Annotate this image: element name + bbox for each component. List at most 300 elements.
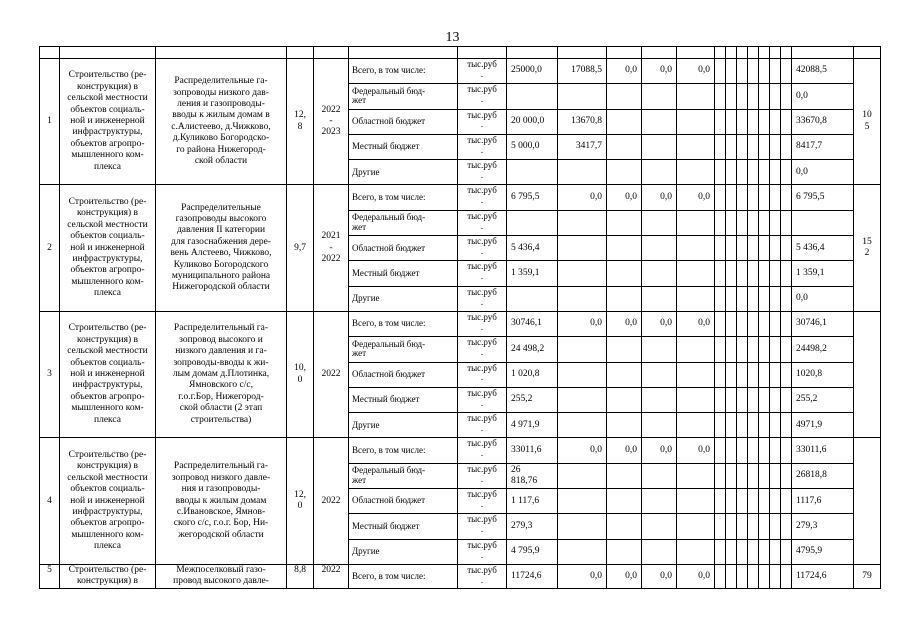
- total-cell: 4971,9: [792, 413, 854, 438]
- empty-cell: [748, 59, 759, 84]
- unit-label: тыс.руб .: [458, 134, 507, 159]
- value-cell: 0,0: [642, 185, 677, 210]
- total-cell: 8417,7: [792, 134, 854, 159]
- empty-cell: [715, 463, 726, 488]
- value-cell: [642, 160, 677, 185]
- value-cell: [677, 236, 715, 261]
- total-cell: 26818,8: [792, 463, 854, 488]
- empty-cell: [759, 564, 770, 588]
- unit-label: тыс.руб .: [458, 514, 507, 539]
- table-row: [40, 185, 881, 210]
- value-cell: [642, 134, 677, 159]
- score-cell: [854, 311, 881, 437]
- empty-cell: [715, 564, 726, 588]
- empty-cell: [781, 387, 792, 412]
- value-cell: [558, 514, 607, 539]
- value-cell: [642, 337, 677, 362]
- value-cell: [607, 362, 642, 387]
- value-cell: [642, 236, 677, 261]
- empty-cell: [770, 438, 781, 463]
- value-cell: [607, 337, 642, 362]
- total-cell: 1020,8: [792, 362, 854, 387]
- empty-cell: [759, 210, 770, 235]
- empty-cell: [748, 539, 759, 564]
- value-cell: [558, 261, 607, 286]
- funding-source: Другие: [349, 539, 458, 564]
- value-cell: 279,3: [507, 514, 558, 539]
- row-number: 4: [40, 438, 60, 564]
- empty-cell: [726, 134, 737, 159]
- empty-cell: [781, 59, 792, 84]
- empty-cell: [726, 311, 737, 336]
- value-cell: [558, 286, 607, 311]
- empty-cell: [770, 210, 781, 235]
- value-cell: [607, 539, 642, 564]
- value-cell: 3417,7: [558, 134, 607, 159]
- funding-source: Федеральный бюд- жет: [349, 84, 458, 109]
- empty-cell: [748, 413, 759, 438]
- empty-cell: [759, 413, 770, 438]
- empty-cell: [770, 160, 781, 185]
- header-cell: [287, 47, 314, 59]
- object-name: Распределительный га- зопровод низкого давле- ния и газопроводы- вводы к жилым домам с.Ивановское, Ямнов- ского с/с, г.о.г. Бор, Ни- жегородской области: [156, 438, 287, 564]
- object-length: 12, 0: [287, 438, 314, 564]
- funding-source: Всего, в том числе:: [349, 438, 458, 463]
- empty-cell: [770, 134, 781, 159]
- object-type: Строительство (ре- конструкция) в сельской местности объектов социаль- ной и инженерной инфраструктуры, объектов агропро- мышленного ком- плекса: [60, 311, 156, 437]
- object-name: Распределительные газопроводы высокого давления II категории для газоснабжения дере- вень Алстеево, Чижково, Куликово Богородского муниципального района Нижегородской области: [156, 185, 287, 311]
- empty-cell: [737, 185, 748, 210]
- empty-cell: [759, 236, 770, 261]
- empty-cell: [715, 109, 726, 134]
- unit-label: тыс.руб .: [458, 413, 507, 438]
- empty-cell: [759, 134, 770, 159]
- table-row: [40, 59, 881, 84]
- value-cell: [677, 514, 715, 539]
- funding-source: Местный бюджет: [349, 387, 458, 412]
- funding-source: Областной бюджет: [349, 489, 458, 514]
- funding-source: Всего, в том числе:: [349, 59, 458, 84]
- empty-cell: [748, 337, 759, 362]
- empty-cell: [748, 261, 759, 286]
- empty-cell: [748, 109, 759, 134]
- total-cell: 255,2: [792, 387, 854, 412]
- empty-cell: [748, 134, 759, 159]
- header-cell: [507, 47, 558, 59]
- empty-cell: [781, 337, 792, 362]
- empty-cell: [770, 539, 781, 564]
- object-type: Строительство (ре- конструкция) в сельской местности объектов социаль- ной и инженерной инфраструктуры, объектов агропро- мышленного ком- плекса: [60, 185, 156, 311]
- empty-cell: [737, 564, 748, 588]
- empty-cell: [748, 387, 759, 412]
- funding-source: Федеральный бюд- жет: [349, 337, 458, 362]
- value-cell: [558, 539, 607, 564]
- value-cell: 0,0: [607, 311, 642, 336]
- empty-cell: [715, 210, 726, 235]
- empty-cell: [770, 387, 781, 412]
- value-cell: [677, 210, 715, 235]
- empty-cell: [759, 463, 770, 488]
- empty-cell: [726, 362, 737, 387]
- value-cell: 0,0: [677, 59, 715, 84]
- header-cell: [642, 47, 677, 59]
- value-cell: [642, 539, 677, 564]
- header-cell: [607, 47, 642, 59]
- unit-label: тыс.руб .: [458, 362, 507, 387]
- empty-cell: [781, 564, 792, 588]
- empty-cell: [748, 311, 759, 336]
- empty-cell: [759, 489, 770, 514]
- object-length: 9,7: [287, 185, 314, 311]
- object-years: 2022: [314, 311, 349, 437]
- object-years: 2022 - 2023: [314, 59, 349, 185]
- value-cell: [677, 109, 715, 134]
- empty-cell: [737, 362, 748, 387]
- empty-cell: [715, 489, 726, 514]
- value-cell: [642, 463, 677, 488]
- value-cell: [677, 134, 715, 159]
- total-cell: 0,0: [792, 160, 854, 185]
- empty-cell: [737, 286, 748, 311]
- empty-cell: [715, 134, 726, 159]
- funding-source: Местный бюджет: [349, 134, 458, 159]
- score-cell: 79: [854, 564, 881, 588]
- object-type: Строительство (ре- конструкция) в сельской местности объектов социаль- ной и инженерной инфраструктуры, объектов агропро- мышленного ком- плекса: [60, 438, 156, 564]
- value-cell: [677, 539, 715, 564]
- header-cell: [737, 47, 748, 59]
- empty-cell: [759, 539, 770, 564]
- empty-cell: [715, 514, 726, 539]
- value-cell: 17088,5: [558, 59, 607, 84]
- value-cell: [642, 489, 677, 514]
- header-cell: [715, 47, 726, 59]
- empty-cell: [748, 438, 759, 463]
- empty-cell: [770, 463, 781, 488]
- empty-cell: [759, 286, 770, 311]
- row-number: 5: [40, 564, 60, 588]
- empty-cell: [726, 514, 737, 539]
- empty-cell: [748, 514, 759, 539]
- empty-cell: [781, 185, 792, 210]
- empty-cell: [737, 261, 748, 286]
- total-cell: 1117,6: [792, 489, 854, 514]
- empty-cell: [781, 109, 792, 134]
- value-cell: [607, 109, 642, 134]
- empty-cell: [770, 337, 781, 362]
- empty-cell: [715, 387, 726, 412]
- value-cell: 1 117,6: [507, 489, 558, 514]
- value-cell: 5 000,0: [507, 134, 558, 159]
- header-cell: [40, 47, 60, 59]
- value-cell: 0,0: [677, 564, 715, 588]
- empty-cell: [759, 160, 770, 185]
- value-cell: 4 795,9: [507, 539, 558, 564]
- empty-cell: [770, 286, 781, 311]
- empty-cell: [781, 160, 792, 185]
- value-cell: [642, 210, 677, 235]
- empty-cell: [737, 59, 748, 84]
- financing-table: [39, 46, 881, 589]
- object-type: Строительство (ре- конструкция) в: [60, 564, 156, 588]
- row-number: 1: [40, 59, 60, 185]
- total-cell: 42088,5: [792, 59, 854, 84]
- empty-cell: [781, 463, 792, 488]
- funding-source: Областной бюджет: [349, 236, 458, 261]
- object-years: 2021 - 2022: [314, 185, 349, 311]
- unit-label: тыс.руб .: [458, 311, 507, 336]
- value-cell: [607, 134, 642, 159]
- value-cell: 0,0: [558, 185, 607, 210]
- empty-cell: [770, 59, 781, 84]
- value-cell: 0,0: [677, 311, 715, 336]
- total-cell: 5 436,4: [792, 236, 854, 261]
- empty-cell: [726, 210, 737, 235]
- unit-label: тыс.руб .: [458, 387, 507, 412]
- value-cell: [607, 261, 642, 286]
- value-cell: 1 359,1: [507, 261, 558, 286]
- empty-cell: [737, 236, 748, 261]
- unit-label: тыс.руб .: [458, 463, 507, 488]
- funding-source: Областной бюджет: [349, 362, 458, 387]
- empty-cell: [770, 311, 781, 336]
- empty-cell: [748, 160, 759, 185]
- value-cell: [558, 387, 607, 412]
- unit-label: тыс.руб .: [458, 337, 507, 362]
- unit-label: тыс.руб .: [458, 286, 507, 311]
- empty-cell: [748, 489, 759, 514]
- empty-cell: [759, 337, 770, 362]
- unit-label: тыс.руб .: [458, 160, 507, 185]
- empty-cell: [748, 236, 759, 261]
- object-years: 2022: [314, 564, 349, 588]
- header-cell: [726, 47, 737, 59]
- value-cell: 6 795,5: [507, 185, 558, 210]
- empty-cell: [715, 236, 726, 261]
- value-cell: [677, 337, 715, 362]
- empty-cell: [737, 84, 748, 109]
- empty-cell: [781, 311, 792, 336]
- empty-cell: [726, 539, 737, 564]
- empty-cell: [770, 489, 781, 514]
- funding-source: Другие: [349, 286, 458, 311]
- empty-cell: [726, 185, 737, 210]
- value-cell: [558, 413, 607, 438]
- unit-label: тыс.руб .: [458, 109, 507, 134]
- value-cell: 0,0: [607, 185, 642, 210]
- value-cell: [607, 286, 642, 311]
- empty-cell: [759, 84, 770, 109]
- funding-source: Областной бюджет: [349, 109, 458, 134]
- empty-cell: [748, 463, 759, 488]
- value-cell: [507, 286, 558, 311]
- empty-cell: [715, 160, 726, 185]
- value-cell: [677, 261, 715, 286]
- unit-label: тыс.руб .: [458, 236, 507, 261]
- empty-cell: [726, 413, 737, 438]
- total-cell: 11724,6: [792, 564, 854, 588]
- value-cell: [607, 514, 642, 539]
- value-cell: [677, 84, 715, 109]
- empty-cell: [770, 362, 781, 387]
- empty-cell: [726, 564, 737, 588]
- total-cell: 30746,1: [792, 311, 854, 336]
- value-cell: 4 971,9: [507, 413, 558, 438]
- unit-label: тыс.руб .: [458, 59, 507, 84]
- empty-cell: [726, 160, 737, 185]
- empty-cell: [726, 489, 737, 514]
- value-cell: [607, 84, 642, 109]
- empty-cell: [770, 514, 781, 539]
- value-cell: [677, 387, 715, 412]
- total-cell: 33011,6: [792, 438, 854, 463]
- object-name: Распределительные га- зопроводы низкого дав- ления и газопроводы- вводы к жилым домам в с.Алистеево, д.Чижково, д.Куликово Богородско- го района Нижегород- ской области: [156, 59, 287, 185]
- value-cell: 0,0: [558, 311, 607, 336]
- total-cell: 33670,8: [792, 109, 854, 134]
- value-cell: [558, 337, 607, 362]
- empty-cell: [726, 438, 737, 463]
- header-cell: [314, 47, 349, 59]
- funding-source: Всего, в том числе:: [349, 311, 458, 336]
- empty-cell: [726, 109, 737, 134]
- value-cell: 24 498,2: [507, 337, 558, 362]
- empty-cell: [759, 362, 770, 387]
- value-cell: 255,2: [507, 387, 558, 412]
- value-cell: [642, 109, 677, 134]
- empty-cell: [715, 438, 726, 463]
- total-cell: 0,0: [792, 84, 854, 109]
- funding-source: Федеральный бюд- жет: [349, 210, 458, 235]
- total-cell: 279,3: [792, 514, 854, 539]
- empty-cell: [759, 387, 770, 412]
- empty-cell: [715, 311, 726, 336]
- header-row: [40, 47, 881, 59]
- empty-cell: [781, 236, 792, 261]
- value-cell: [507, 160, 558, 185]
- value-cell: [507, 84, 558, 109]
- empty-cell: [759, 185, 770, 210]
- value-cell: 0,0: [642, 311, 677, 336]
- total-cell: 1 359,1: [792, 261, 854, 286]
- empty-cell: [748, 564, 759, 588]
- value-cell: [642, 286, 677, 311]
- empty-cell: [715, 539, 726, 564]
- empty-cell: [737, 134, 748, 159]
- empty-cell: [770, 236, 781, 261]
- value-cell: 0,0: [677, 185, 715, 210]
- total-cell: 4795,9: [792, 539, 854, 564]
- value-cell: [607, 489, 642, 514]
- empty-cell: [770, 185, 781, 210]
- empty-cell: [781, 286, 792, 311]
- value-cell: 0,0: [642, 438, 677, 463]
- empty-cell: [770, 261, 781, 286]
- total-cell: 24498,2: [792, 337, 854, 362]
- value-cell: [607, 210, 642, 235]
- funding-source: Другие: [349, 413, 458, 438]
- unit-label: тыс.руб .: [458, 564, 507, 588]
- total-cell: [792, 210, 854, 235]
- row-number: 3: [40, 311, 60, 437]
- unit-label: тыс.руб .: [458, 84, 507, 109]
- header-cell: [748, 47, 759, 59]
- value-cell: 1 020,8: [507, 362, 558, 387]
- empty-cell: [737, 337, 748, 362]
- empty-cell: [726, 84, 737, 109]
- value-cell: [607, 160, 642, 185]
- value-cell: 0,0: [642, 59, 677, 84]
- empty-cell: [726, 59, 737, 84]
- value-cell: [677, 463, 715, 488]
- unit-label: тыс.руб .: [458, 489, 507, 514]
- value-cell: [558, 362, 607, 387]
- empty-cell: [737, 109, 748, 134]
- empty-cell: [737, 311, 748, 336]
- funding-source: Местный бюджет: [349, 514, 458, 539]
- empty-cell: [748, 362, 759, 387]
- empty-cell: [737, 413, 748, 438]
- funding-source: Всего, в том числе:: [349, 564, 458, 588]
- empty-cell: [737, 387, 748, 412]
- unit-label: тыс.руб .: [458, 185, 507, 210]
- funding-source: Федеральный бюд- жет: [349, 463, 458, 488]
- value-cell: 5 436,4: [507, 236, 558, 261]
- value-cell: 11724,6: [507, 564, 558, 588]
- value-cell: [677, 413, 715, 438]
- value-cell: 0,0: [607, 564, 642, 588]
- value-cell: 20 000,0: [507, 109, 558, 134]
- header-cell: [349, 47, 458, 59]
- object-length: 8,8: [287, 564, 314, 588]
- object-type: Строительство (ре- конструкция) в сельской местности объектов социаль- ной и инженерной инфраструктуры, объектов агропро- мышленного ком- плекса: [60, 59, 156, 185]
- empty-cell: [737, 539, 748, 564]
- unit-label: тыс.руб .: [458, 210, 507, 235]
- financing-table-container: [39, 46, 881, 589]
- table-row: [40, 438, 881, 463]
- header-cell: [558, 47, 607, 59]
- score-cell: 15 2: [854, 185, 881, 311]
- value-cell: [677, 362, 715, 387]
- value-cell: 0,0: [558, 438, 607, 463]
- value-cell: [642, 514, 677, 539]
- value-cell: 26 818,76: [507, 463, 558, 488]
- header-cell: [770, 47, 781, 59]
- empty-cell: [748, 185, 759, 210]
- value-cell: [558, 84, 607, 109]
- value-cell: 0,0: [642, 564, 677, 588]
- score-cell: 10 5: [854, 59, 881, 185]
- empty-cell: [781, 438, 792, 463]
- value-cell: 13670,8: [558, 109, 607, 134]
- empty-cell: [715, 261, 726, 286]
- empty-cell: [781, 210, 792, 235]
- empty-cell: [770, 109, 781, 134]
- empty-cell: [715, 286, 726, 311]
- empty-cell: [759, 311, 770, 336]
- empty-cell: [726, 387, 737, 412]
- empty-cell: [781, 261, 792, 286]
- header-cell: [677, 47, 715, 59]
- header-cell: [792, 47, 854, 59]
- header-cell: [156, 47, 287, 59]
- empty-cell: [715, 84, 726, 109]
- value-cell: [677, 489, 715, 514]
- header-cell: [781, 47, 792, 59]
- empty-cell: [759, 59, 770, 84]
- empty-cell: [737, 463, 748, 488]
- object-years: 2022: [314, 438, 349, 564]
- score-cell: [854, 438, 881, 564]
- unit-label: тыс.руб .: [458, 261, 507, 286]
